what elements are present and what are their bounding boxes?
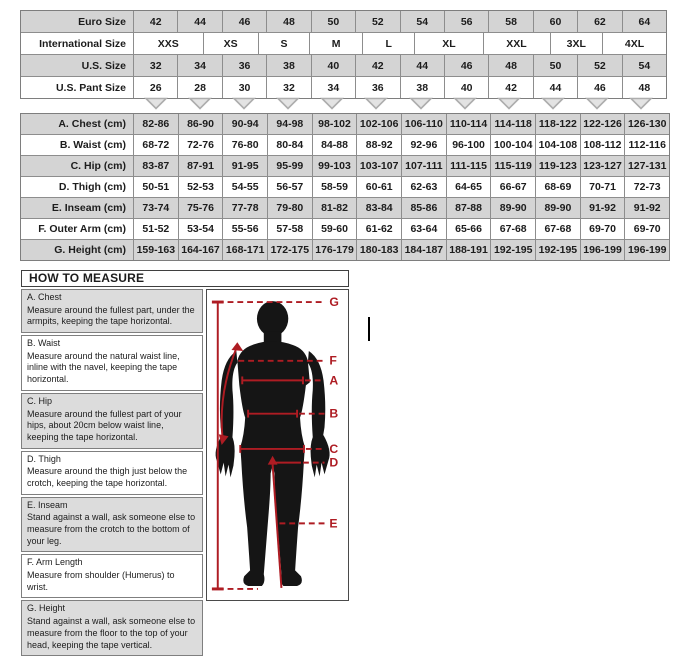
table-cell: 54-55 xyxy=(222,177,267,197)
table-cell: 40 xyxy=(444,77,488,98)
table-cell: 63-64 xyxy=(401,219,446,239)
table-cell: 36 xyxy=(222,55,266,76)
down-arrow-icon xyxy=(498,97,520,110)
table-cell: 81-82 xyxy=(312,198,357,218)
how-to-measure-body xyxy=(21,289,349,658)
table-cell: 196-199 xyxy=(624,240,669,260)
table-cell: 64 xyxy=(622,11,666,32)
table-row xyxy=(21,11,666,32)
label-f: F xyxy=(329,353,337,368)
instructions-column xyxy=(21,289,203,658)
row-label: U.S. Pant Size xyxy=(21,77,134,98)
table-cell: 192-195 xyxy=(535,240,580,260)
arrow-slot xyxy=(310,96,354,111)
table-cell: 87-88 xyxy=(446,198,491,218)
table-row xyxy=(21,32,666,54)
row-label: C. Hip (cm) xyxy=(21,156,134,176)
table-cell: 192-195 xyxy=(490,240,535,260)
table-cell: 89-90 xyxy=(490,198,535,218)
table-cell: 44 xyxy=(533,77,577,98)
table-cell: 55-56 xyxy=(222,219,267,239)
table-cell: 70-71 xyxy=(580,177,625,197)
table-cell: S xyxy=(258,33,310,54)
table-cell: 3XL xyxy=(550,33,603,54)
row-label: G. Height (cm) xyxy=(21,240,134,260)
table-cell: 50-51 xyxy=(142,181,170,193)
body-silhouette xyxy=(216,301,330,586)
row-label: D. Thigh (cm) xyxy=(21,177,134,197)
table-cell: 159-163 xyxy=(136,244,176,256)
instruction-name: A. Chest xyxy=(27,292,62,302)
instruction-text: Measure around the fullest part, under the armpits, keeping the tape horizontal. xyxy=(27,304,195,327)
instruction-text: Stand against a wall, ask someone else to measure from the crotch to the bottom of your leg. xyxy=(27,512,196,546)
table-cell: 87-91 xyxy=(178,156,223,176)
table-cell: 91-95 xyxy=(222,156,267,176)
table-cell: 119-123 xyxy=(535,156,580,176)
table-cell: 30 xyxy=(222,77,266,98)
table-row xyxy=(21,134,669,155)
instruction-name: G. Height xyxy=(27,603,66,614)
arrow-slot xyxy=(134,96,178,111)
table-cell: 91-92 xyxy=(580,198,625,218)
table-cell: 60 xyxy=(533,11,577,32)
instruction-name: B. Waist xyxy=(27,338,61,349)
down-arrow-icon xyxy=(410,97,432,110)
table-cell: 96-100 xyxy=(446,135,491,155)
table-cell: 188-191 xyxy=(446,240,491,260)
table-row xyxy=(21,218,669,239)
table-cell: 122-126 xyxy=(580,114,625,134)
down-arrow-icon xyxy=(321,97,343,110)
table-cell: 65-66 xyxy=(446,219,491,239)
table-cell: 172-175 xyxy=(267,240,312,260)
body-measurement-table xyxy=(20,113,670,261)
table-cell: 42 xyxy=(488,77,532,98)
table-cell: 34 xyxy=(311,77,355,98)
table-cell: 111-115 xyxy=(446,156,491,176)
table-cell: 64-65 xyxy=(446,177,491,197)
table-cell: 184-187 xyxy=(401,240,446,260)
table-cell: 57-58 xyxy=(267,219,312,239)
table-cell: 38 xyxy=(266,55,310,76)
table-cell: 180-183 xyxy=(356,240,401,260)
table-cell: 46 xyxy=(222,11,266,32)
label-d: D xyxy=(329,455,339,470)
table-cell: 72-73 xyxy=(624,177,669,197)
row-cells xyxy=(134,219,669,239)
instruction-text: Measure around the thigh just below the crotch, keeping the tape horizontal. xyxy=(27,466,188,488)
measure-instruction xyxy=(21,393,203,449)
table-cell: 54 xyxy=(400,11,444,32)
table-row xyxy=(21,76,666,98)
row-cells xyxy=(134,11,666,32)
table-cell: 94-98 xyxy=(267,114,312,134)
table-cell: 123-127 xyxy=(580,156,625,176)
instruction-text: Measure around the fullest part of your hips, about 20cm below waist line, keeping the tape horizontal. xyxy=(27,408,182,442)
measure-instruction xyxy=(21,497,203,553)
table-cell: 58-59 xyxy=(312,177,357,197)
diagram-letter-labels xyxy=(329,295,339,530)
table-cell: 62 xyxy=(577,11,621,32)
table-row xyxy=(21,114,669,134)
table-cell: 89-90 xyxy=(535,198,580,218)
down-arrow-icon xyxy=(630,97,652,110)
text-cursor xyxy=(368,317,370,341)
table-cell: 44 xyxy=(400,55,444,76)
table-cell: 34 xyxy=(177,55,221,76)
down-arrow-icon xyxy=(542,97,564,110)
down-arrow-icon xyxy=(277,97,299,110)
row-cells xyxy=(134,156,669,176)
measure-instruction xyxy=(21,289,203,333)
table-row xyxy=(21,239,669,260)
table-cell: 32 xyxy=(149,59,162,72)
arrow-slot xyxy=(575,96,619,111)
down-arrow-icon xyxy=(145,97,167,110)
row-label: Euro Size xyxy=(21,11,134,32)
table-cell: XXL xyxy=(483,33,550,54)
table-cell: 42 xyxy=(149,15,162,28)
table-cell: 86-90 xyxy=(178,114,223,134)
table-cell: 51-52 xyxy=(142,223,170,235)
table-cell: 67-68 xyxy=(490,219,535,239)
table-cell: 54 xyxy=(622,55,666,76)
table-cell: 52 xyxy=(355,11,399,32)
table-cell: 69-70 xyxy=(580,219,625,239)
instruction-name: E. Inseam xyxy=(27,499,68,510)
table-cell: 72-76 xyxy=(178,135,223,155)
row-cells xyxy=(134,33,666,54)
table-cell: 88-92 xyxy=(356,135,401,155)
down-arrow-icon xyxy=(454,97,476,110)
label-b: B xyxy=(329,406,339,421)
arrow-slot xyxy=(266,96,310,111)
table-cell: 100-104 xyxy=(490,135,535,155)
measure-instruction xyxy=(21,554,203,598)
table-cell: 164-167 xyxy=(178,240,223,260)
table-cell: 32 xyxy=(266,77,310,98)
table-cell: 112-116 xyxy=(624,135,669,155)
arrow-slot xyxy=(619,96,663,111)
table-cell: 196-199 xyxy=(580,240,625,260)
table-cell: 114-118 xyxy=(490,114,535,134)
table-cell: 26 xyxy=(149,81,162,94)
table-cell: 77-78 xyxy=(222,198,267,218)
table-cell: 127-131 xyxy=(624,156,669,176)
measure-instruction xyxy=(21,335,203,391)
table-cell: 52 xyxy=(577,55,621,76)
table-cell: L xyxy=(362,33,415,54)
arrow-slot xyxy=(487,96,531,111)
table-cell: 4XL xyxy=(602,33,666,54)
table-cell: 50 xyxy=(311,11,355,32)
right-hand xyxy=(311,435,330,477)
arrow-slot xyxy=(354,96,398,111)
table-row xyxy=(21,155,669,176)
row-label: E. Inseam (cm) xyxy=(21,198,134,218)
table-cell: 66-67 xyxy=(490,177,535,197)
row-label: F. Outer Arm (cm) xyxy=(21,219,134,239)
table-cell: 28 xyxy=(177,77,221,98)
table-cell: 48 xyxy=(266,11,310,32)
how-to-measure-panel xyxy=(21,270,349,658)
instruction-text: Stand against a wall, ask someone else to measure from the floor to the top of your head, keeping the tape vertical. xyxy=(27,616,196,650)
table-cell: XXS xyxy=(157,37,179,50)
body-diagram-svg xyxy=(207,290,348,600)
size-conversion-table xyxy=(20,10,667,99)
down-arrow-icon xyxy=(233,97,255,110)
table-cell: 48 xyxy=(622,77,666,98)
right-arm xyxy=(308,351,325,439)
table-cell: 61-62 xyxy=(356,219,401,239)
table-cell: 58 xyxy=(488,11,532,32)
table-cell: 103-107 xyxy=(356,156,401,176)
down-arrow-icon xyxy=(586,97,608,110)
row-cells xyxy=(134,135,669,155)
table-cell: 53-54 xyxy=(178,219,223,239)
arrow-slot xyxy=(398,96,442,111)
row-cells xyxy=(134,77,666,98)
instruction-text: Measure from shoulder (Humerus) to wrist. xyxy=(27,570,175,592)
table-cell: 99-103 xyxy=(312,156,357,176)
table-cell: 115-119 xyxy=(490,156,535,176)
arrow-slot xyxy=(443,96,487,111)
measure-instruction xyxy=(21,451,203,495)
table-cell: 104-108 xyxy=(535,135,580,155)
label-e: E xyxy=(329,516,338,531)
instruction-name: D. Thigh xyxy=(27,453,61,464)
table-cell: 83-87 xyxy=(142,160,170,172)
row-cells xyxy=(134,114,669,134)
instruction-text: Measure around the natural waist line, inline with the navel, keeping the tape horizontal. xyxy=(27,350,180,385)
arrow-slot xyxy=(178,96,222,111)
table-cell: 98-102 xyxy=(312,114,357,134)
table-cell: 40 xyxy=(311,55,355,76)
table-cell: M xyxy=(309,33,362,54)
table-cell: 42 xyxy=(355,55,399,76)
table-cell: 56 xyxy=(444,11,488,32)
table-cell: 59-60 xyxy=(312,219,357,239)
table-cell: 69-70 xyxy=(624,219,669,239)
measurement-diagram xyxy=(206,289,349,601)
table-cell: 79-80 xyxy=(267,198,312,218)
table-cell: 126-130 xyxy=(624,114,669,134)
table-cell: 176-179 xyxy=(312,240,357,260)
label-c: C xyxy=(329,441,339,456)
table-cell: 36 xyxy=(355,77,399,98)
table-cell: 67-68 xyxy=(535,219,580,239)
row-label: International Size xyxy=(21,33,134,54)
how-to-measure-title: HOW TO MEASURE xyxy=(21,270,349,287)
table-cell: XL xyxy=(414,33,482,54)
table-cell: 80-84 xyxy=(267,135,312,155)
row-label: A. Chest (cm) xyxy=(21,114,134,134)
table-cell: 62-63 xyxy=(401,177,446,197)
table-cell: 50 xyxy=(533,55,577,76)
table-cell: 110-114 xyxy=(446,114,491,134)
table-cell: 108-112 xyxy=(580,135,625,155)
label-g: G xyxy=(329,294,339,309)
table-cell: 60-61 xyxy=(356,177,401,197)
table-cell: 91-92 xyxy=(624,198,669,218)
row-cells xyxy=(134,240,669,260)
label-a: A xyxy=(329,373,339,388)
table-cell: 44 xyxy=(177,11,221,32)
table-cell: XS xyxy=(203,33,258,54)
table-cell: 73-74 xyxy=(142,202,170,214)
arrow-slot xyxy=(222,96,266,111)
row-cells xyxy=(134,198,669,218)
measure-instruction xyxy=(21,600,203,656)
table-cell: 46 xyxy=(577,77,621,98)
row-label: U.S. Size xyxy=(21,55,134,76)
table-cell: 76-80 xyxy=(222,135,267,155)
row-label: B. Waist (cm) xyxy=(21,135,134,155)
instruction-name: C. Hip xyxy=(27,395,53,406)
table-cell: 48 xyxy=(488,55,532,76)
row-cells xyxy=(134,55,666,76)
table-cell: 118-122 xyxy=(535,114,580,134)
instruction-name: F. Arm Length xyxy=(27,557,83,568)
table-row xyxy=(21,54,666,76)
table-cell: 38 xyxy=(400,77,444,98)
table-cell: 75-76 xyxy=(178,198,223,218)
table-cell: 68-72 xyxy=(142,139,170,151)
table-cell: 106-110 xyxy=(401,114,446,134)
table-cell: 52-53 xyxy=(178,177,223,197)
table-cell: 68-69 xyxy=(535,177,580,197)
row-cells xyxy=(134,177,669,197)
table-cell: 102-106 xyxy=(356,114,401,134)
table-cell: 85-86 xyxy=(401,198,446,218)
down-arrow-icon xyxy=(189,97,211,110)
table-cell: 107-111 xyxy=(401,156,446,176)
table-cell: 92-96 xyxy=(401,135,446,155)
down-arrow-icon xyxy=(365,97,387,110)
table-row xyxy=(21,197,669,218)
table-cell: 83-84 xyxy=(356,198,401,218)
table-cell: 46 xyxy=(444,55,488,76)
table-cell: 95-99 xyxy=(267,156,312,176)
table-cell: 84-88 xyxy=(312,135,357,155)
arrow-separator-row xyxy=(134,96,663,111)
table-cell: 82-86 xyxy=(142,118,170,130)
table-cell: 168-171 xyxy=(222,240,267,260)
table-cell: 90-94 xyxy=(222,114,267,134)
table-cell: 56-57 xyxy=(267,177,312,197)
table-row xyxy=(21,176,669,197)
arrow-slot xyxy=(531,96,575,111)
